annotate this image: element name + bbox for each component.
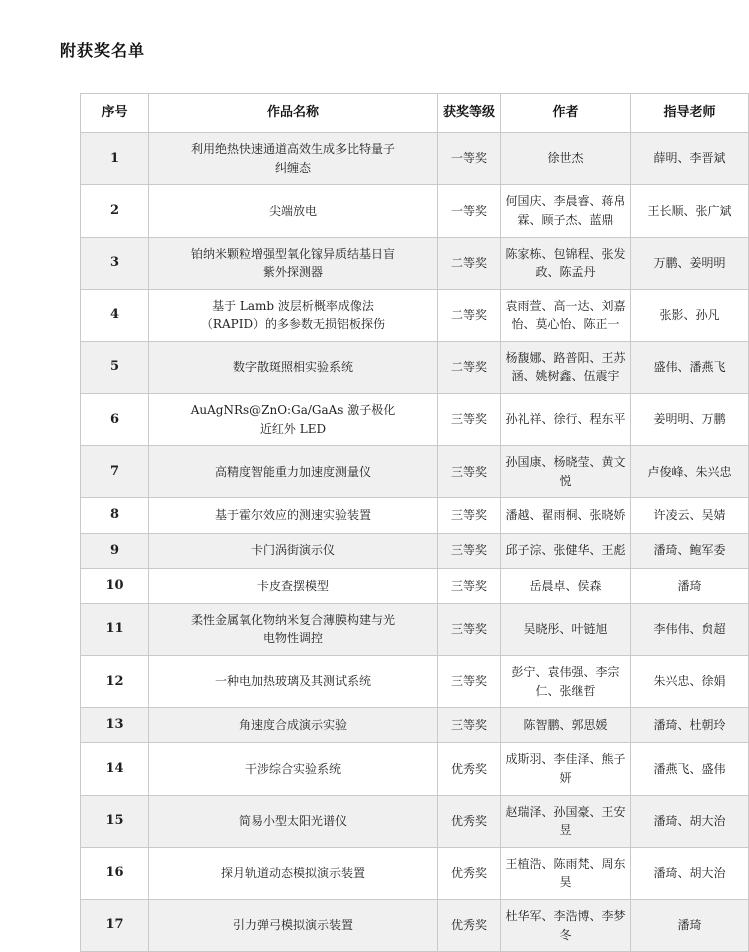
page-title: 附获奖名单 <box>60 41 146 60</box>
header-cell-award-level: 获奖等级 <box>438 94 501 133</box>
table-row <box>81 133 749 185</box>
award-level-cell: 优秀奖 <box>438 795 501 847</box>
work-name-cell <box>149 394 438 446</box>
work-name-cell <box>149 498 438 533</box>
award-level-cell: 优秀奖 <box>438 899 501 951</box>
index-cell: 7 <box>81 446 149 498</box>
authors-cell-text: 赵瑞泽、孙国豪、王安昱 <box>505 804 626 838</box>
awards-table-body <box>81 133 749 952</box>
authors-cell <box>501 899 631 951</box>
award-level-cell: 三等奖 <box>438 708 501 743</box>
work-name-cell-text: 卡门涡街演示仪 <box>250 543 335 558</box>
header-cell-index: 序号 <box>81 94 149 133</box>
advisors-cell: 薛明、李晋斌 <box>631 133 749 185</box>
table-row <box>81 394 749 446</box>
work-name-cell-text: 角速度合成演示实验 <box>238 718 347 733</box>
index-cell: 1 <box>81 133 149 185</box>
authors-cell-text: 岳晨卓、侯森 <box>529 578 602 593</box>
table-row <box>81 899 749 951</box>
table-row <box>81 847 749 899</box>
work-name-cell-text: 数字散斑照相实验系统 <box>232 360 353 375</box>
index-cell: 15 <box>81 795 149 847</box>
index-cell: 8 <box>81 498 149 533</box>
award-level-cell: 二等奖 <box>438 237 501 289</box>
table-row <box>81 289 749 341</box>
award-level-cell: 三等奖 <box>438 446 501 498</box>
work-name-cell <box>149 708 438 743</box>
authors-cell-text: 邱子淙、张健华、王彪 <box>505 543 626 558</box>
table-row <box>81 446 749 498</box>
work-name-cell-text: 探月轨道动态模拟演示装置 <box>220 866 365 881</box>
work-name-cell <box>149 899 438 951</box>
authors-cell <box>501 498 631 533</box>
work-name-cell-text: 一种电加热玻璃及其测试系统 <box>214 674 371 689</box>
work-name-cell-text: 卡皮查摆模型 <box>256 578 329 593</box>
work-name-cell <box>149 446 438 498</box>
work-name-cell <box>149 341 438 393</box>
advisors-cell: 潘琦、胡大治 <box>631 847 749 899</box>
index-cell: 12 <box>81 656 149 708</box>
work-name-cell-text: 高精度智能重力加速度测量仪 <box>214 464 371 479</box>
index-cell: 5 <box>81 341 149 393</box>
work-name-cell <box>149 795 438 847</box>
authors-cell-text: 陈智鹏、郭思媛 <box>523 718 608 733</box>
work-name-cell-text: 干涉综合实验系统 <box>244 761 341 776</box>
advisors-cell: 盛伟、潘燕飞 <box>631 341 749 393</box>
work-name-cell <box>149 237 438 289</box>
table-row <box>81 341 749 393</box>
work-name-cell-text: 柔性金属氧化物纳米复合薄膜构建与光电物性调控 <box>190 612 395 646</box>
authors-cell-text: 吴晓彤、叶链旭 <box>523 622 608 637</box>
work-name-cell <box>149 568 438 603</box>
table-row <box>81 743 749 795</box>
award-level-cell: 二等奖 <box>438 341 501 393</box>
index-cell: 6 <box>81 394 149 446</box>
header-cell-advisors: 指导老师 <box>631 94 749 133</box>
advisors-cell: 王长顺、张广斌 <box>631 185 749 237</box>
table-row <box>81 603 749 655</box>
index-cell: 13 <box>81 708 149 743</box>
table-header-row <box>81 94 749 133</box>
index-cell: 9 <box>81 533 149 568</box>
advisors-cell: 朱兴忠、徐娟 <box>631 656 749 708</box>
table-row <box>81 237 749 289</box>
work-name-cell <box>149 743 438 795</box>
advisors-cell: 许凌云、吴婧 <box>631 498 749 533</box>
authors-cell-text: 徐世杰 <box>547 151 584 166</box>
authors-cell <box>501 603 631 655</box>
table-row <box>81 185 749 237</box>
table-row <box>81 533 749 568</box>
work-name-cell <box>149 289 438 341</box>
authors-cell <box>501 743 631 795</box>
award-level-cell: 优秀奖 <box>438 743 501 795</box>
work-name-cell-text: 基于霍尔效应的测速实验装置 <box>214 508 371 523</box>
authors-cell-text: 孙国康、杨晓莹、黄文悦 <box>505 455 626 488</box>
authors-cell <box>501 847 631 899</box>
index-cell: 14 <box>81 743 149 795</box>
table-row <box>81 656 749 708</box>
index-cell: 17 <box>81 899 149 951</box>
authors-cell-text: 袁雨萱、高一达、刘嘉怡、莫心怡、陈正一 <box>505 298 626 332</box>
work-name-cell-text: 尖端放电 <box>268 203 317 218</box>
index-cell: 10 <box>81 568 149 603</box>
work-name-cell-text: 基于 Lamb 波层析概率成像法（RAPID）的多参数无损铝板探伤 <box>200 298 386 332</box>
work-name-cell <box>149 656 438 708</box>
table-row <box>81 568 749 603</box>
award-level-cell: 三等奖 <box>438 656 501 708</box>
advisors-cell: 潘琦、胡大治 <box>631 795 749 847</box>
advisors-cell: 潘燕飞、盛伟 <box>631 743 749 795</box>
award-level-cell: 三等奖 <box>438 533 501 568</box>
award-level-cell: 优秀奖 <box>438 847 501 899</box>
index-cell: 11 <box>81 603 149 655</box>
table-row <box>81 498 749 533</box>
work-name-cell <box>149 847 438 899</box>
header-cell-authors: 作者 <box>501 94 631 133</box>
authors-cell <box>501 341 631 393</box>
award-level-cell: 二等奖 <box>438 289 501 341</box>
award-level-cell: 一等奖 <box>438 133 501 185</box>
authors-cell <box>501 656 631 708</box>
advisors-cell: 潘琦、鲍军委 <box>631 533 749 568</box>
authors-cell <box>501 133 631 185</box>
index-cell: 2 <box>81 185 149 237</box>
authors-cell-text: 成斯羽、李佳泽、熊子妍 <box>505 752 626 785</box>
work-name-cell <box>149 533 438 568</box>
award-level-cell: 一等奖 <box>438 185 501 237</box>
authors-cell <box>501 289 631 341</box>
index-cell: 16 <box>81 847 149 899</box>
work-name-cell <box>149 603 438 655</box>
authors-cell-text: 孙礼祥、徐行、程东平 <box>505 412 626 427</box>
award-level-cell: 三等奖 <box>438 394 501 446</box>
index-cell: 4 <box>81 289 149 341</box>
advisors-cell: 潘琦、杜朝玲 <box>631 708 749 743</box>
advisors-cell: 张影、孙凡 <box>631 289 749 341</box>
authors-cell-text: 杜华军、李浩博、李梦冬 <box>505 908 626 942</box>
authors-cell <box>501 568 631 603</box>
index-cell: 3 <box>81 237 149 289</box>
award-level-cell: 三等奖 <box>438 603 501 655</box>
table-row <box>81 795 749 847</box>
work-name-cell-text: 简易小型太阳光谱仪 <box>238 813 347 828</box>
award-level-cell: 三等奖 <box>438 498 501 533</box>
authors-cell-text: 彭宁、袁伟强、李宗仁、张继哲 <box>511 665 620 698</box>
authors-cell <box>501 185 631 237</box>
authors-cell-text: 杨馥娜、路普阳、王苏涵、姚树鑫、伍震宇 <box>505 350 626 384</box>
authors-cell <box>501 533 631 568</box>
advisors-cell: 姜明明、万鹏 <box>631 394 749 446</box>
authors-cell <box>501 795 631 847</box>
authors-cell-text: 陈家栋、包锦程、张发政、陈孟丹 <box>505 246 626 280</box>
advisors-cell: 潘琦 <box>631 568 749 603</box>
work-name-cell <box>149 185 438 237</box>
work-name-cell-text: 利用绝热快速通道高效生成多比特量子纠缠态 <box>190 142 395 175</box>
header-cell-work-name: 作品名称 <box>149 94 438 133</box>
table-row <box>81 708 749 743</box>
work-name-cell <box>149 133 438 185</box>
authors-cell <box>501 394 631 446</box>
authors-cell <box>501 237 631 289</box>
work-name-cell-text: AuAgNRs@ZnO:Ga/GaAs 激子极化近红外 LED <box>190 403 396 436</box>
authors-cell-text: 王植浩、陈雨梵、周东昊 <box>505 856 626 890</box>
work-name-cell-text: 引力弹弓模拟演示装置 <box>232 918 353 933</box>
advisors-cell: 卢俊峰、朱兴忠 <box>631 446 749 498</box>
advisors-cell: 潘琦 <box>631 899 749 951</box>
authors-cell <box>501 446 631 498</box>
advisors-cell: 万鹏、姜明明 <box>631 237 749 289</box>
authors-cell-text: 潘越、翟雨桐、张晓娇 <box>505 508 626 523</box>
authors-cell-text: 何国庆、李晨睿、蒋帛霖、顾子杰、蓝鼎 <box>505 194 626 227</box>
award-level-cell: 三等奖 <box>438 568 501 603</box>
authors-cell <box>501 708 631 743</box>
work-name-cell-text: 铂纳米颗粒增强型氧化镓异质结基日盲紫外探测器 <box>190 246 395 280</box>
awards-table <box>80 93 749 952</box>
advisors-cell: 李伟伟、贠超 <box>631 603 749 655</box>
